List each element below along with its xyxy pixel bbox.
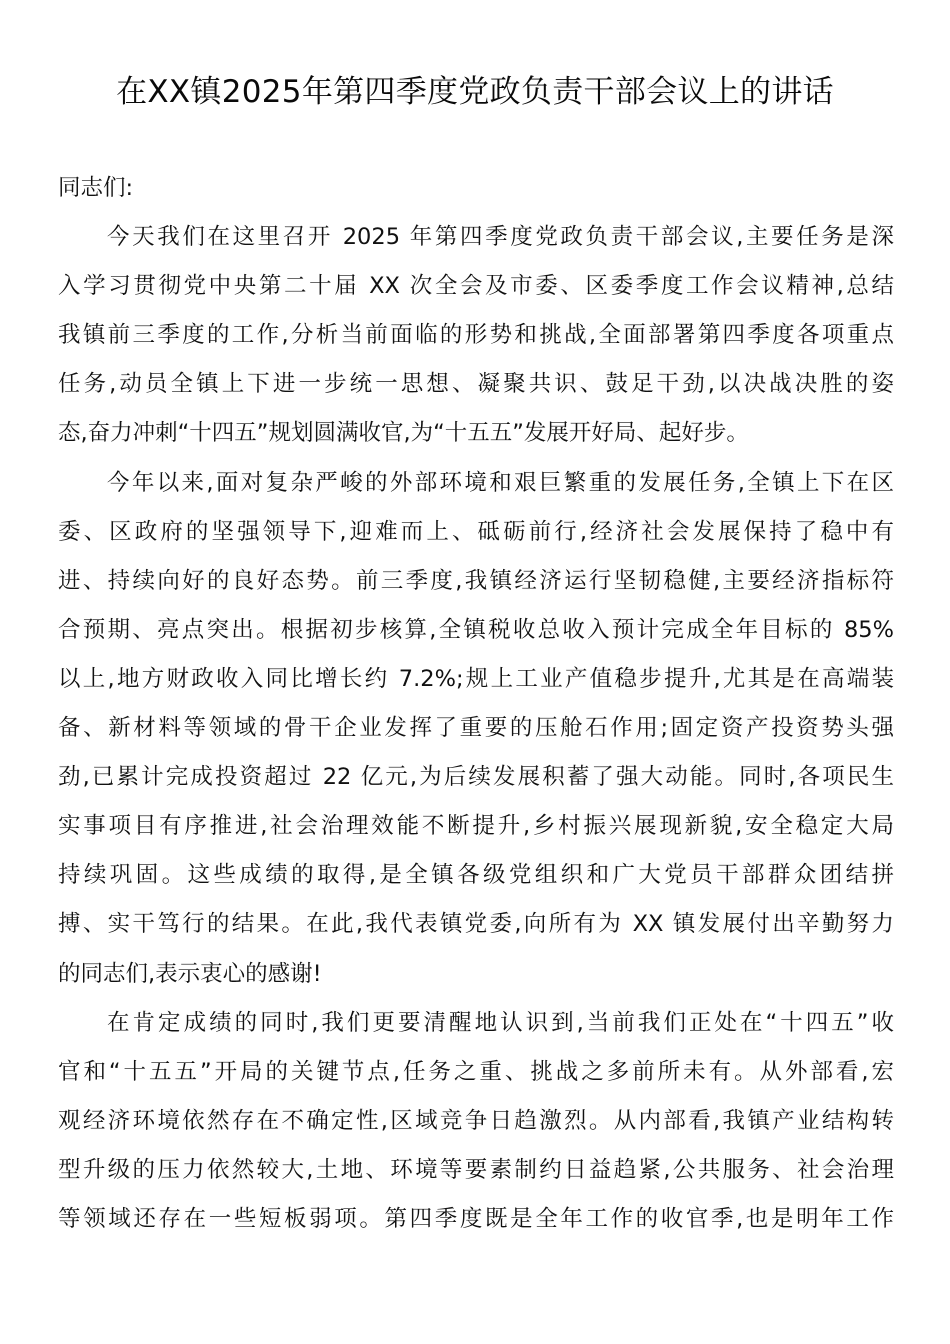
salutation: 同志们: <box>58 175 134 201</box>
paragraph-line: 型升级的压力依然较大,土地、环境等要素制约日益趋紧,公共服务、社会治理 <box>58 1156 894 1183</box>
paragraph-line: 态,奋力冲刺“十四五”规划圆满收官,为“十五五”发展开好局、起好步。 <box>58 420 749 447</box>
paragraph-1 <box>58 213 894 458</box>
paragraph-3 <box>58 999 894 1244</box>
paragraph-2 <box>58 459 894 999</box>
paragraph-line: 实事项目有序推进,社会治理效能不断提升,乡村振兴展现新貌,安全稳定大局 <box>58 813 894 840</box>
paragraph-line: 在肯定成绩的同时,我们更要清醒地认识到,当前我们正处在“十四五”收 <box>107 1009 894 1036</box>
paragraph-line: 任务,动员全镇上下进一步统一思想、凝聚共识、鼓足干劲,以决战决胜的姿 <box>58 371 894 398</box>
paragraph-line: 持续巩固。这些成绩的取得,是全镇各级党组织和广大党员干部群众团结拼 <box>58 862 894 889</box>
paragraph-line: 今年以来,面对复杂严峻的外部环境和艰巨繁重的发展任务,全镇上下在区 <box>107 469 894 496</box>
paragraph-line: 劲,已累计完成投资超过 22 亿元,为后续发展积蓄了强大动能。同时,各项民生 <box>58 764 894 791</box>
paragraph-line: 备、新材料等领域的骨干企业发挥了重要的压舱石作用;固定资产投资势头强 <box>58 715 894 742</box>
paragraph-line: 委、区政府的坚强领导下,迎难而上、砥砺前行,经济社会发展保持了稳中有 <box>58 518 894 545</box>
paragraph-line: 搏、实干笃行的结果。在此,我代表镇党委,向所有为 XX 镇发展付出辛勤努力 <box>58 911 894 938</box>
paragraph-line: 的同志们,表示衷心的感谢! <box>58 960 322 987</box>
paragraph-line: 入学习贯彻党中央第二十届 XX 次全会及市委、区委季度工作会议精神,总结 <box>58 273 894 300</box>
paragraph-line: 官和“十五五”开局的关键节点,任务之重、挑战之多前所未有。从外部看,宏 <box>58 1058 894 1085</box>
paragraph-line: 今天我们在这里召开 2025 年第四季度党政负责干部会议,主要任务是深 <box>107 224 894 251</box>
paragraph-line: 合预期、亮点突出。根据初步核算,全镇税收总收入预计完成全年目标的 85% <box>58 616 894 643</box>
paragraph-line: 以上,地方财政收入同比增长约 7.2%;规上工业产值稳步提升,尤其是在高端装 <box>58 665 894 692</box>
paragraph-line: 我镇前三季度的工作,分析当前面临的形势和挑战,全面部署第四季度各项重点 <box>58 322 894 349</box>
document-body <box>58 164 894 1244</box>
document-title: 在XX镇2025年第四季度党政负责干部会议上的讲话 <box>116 74 834 110</box>
paragraph-line: 进、持续向好的良好态势。前三季度,我镇经济运行坚韧稳健,主要经济指标符 <box>58 567 894 594</box>
paragraph-line: 观经济环境依然存在不确定性,区域竞争日趋激烈。从内部看,我镇产业结构转 <box>58 1107 894 1134</box>
paragraph-line: 等领域还存在一些短板弱项。第四季度既是全年工作的收官季,也是明年工作 <box>58 1205 894 1232</box>
